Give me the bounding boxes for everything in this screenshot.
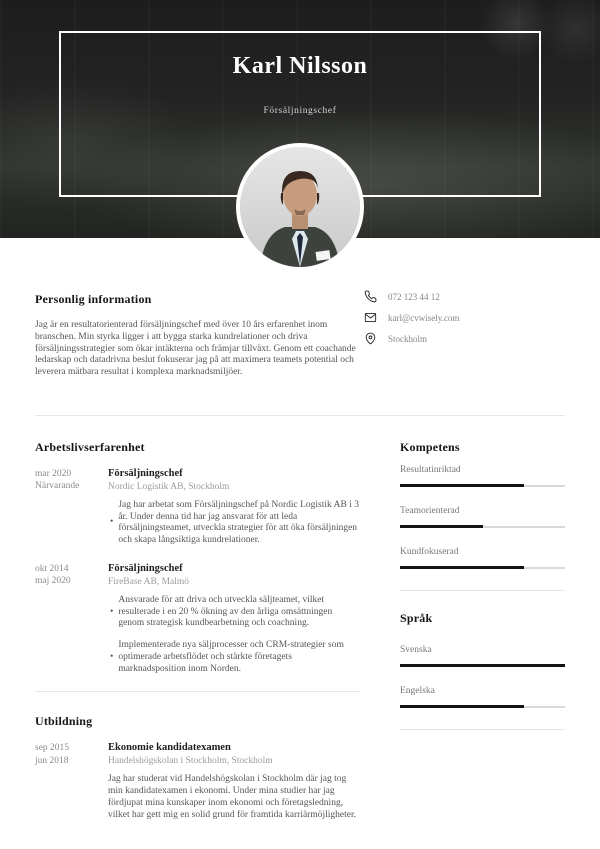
date-end: Närvarande xyxy=(35,481,80,492)
resume-body xyxy=(0,292,600,849)
education-dates xyxy=(35,742,108,821)
language-label: Engelska xyxy=(400,685,435,696)
experience-entry xyxy=(35,468,360,547)
experience-details xyxy=(108,563,360,676)
job-title: Försäljningschef xyxy=(263,106,337,116)
skill-label: Resultatinriktad xyxy=(400,464,461,475)
personal-info-heading: Personlig information xyxy=(35,292,152,306)
experience-company: Nordic Logistik AB, Stockholm xyxy=(108,481,230,492)
meter-fill xyxy=(400,705,524,708)
skill-label: Kundfokuserad xyxy=(400,546,459,557)
education-entry xyxy=(35,742,360,821)
skills-heading: Kompetens xyxy=(400,439,460,454)
two-column-body xyxy=(35,440,565,849)
skill-label: Teamorienterad xyxy=(400,505,460,516)
language-meter xyxy=(400,664,565,667)
experience-company: FireBase AB, Malmö xyxy=(108,576,190,587)
bullet-item xyxy=(110,500,360,547)
experience-bullets xyxy=(108,595,360,676)
header-banner xyxy=(0,0,600,238)
date-start: sep 2015 xyxy=(35,743,70,754)
section-divider xyxy=(400,590,565,591)
section-personal-info xyxy=(35,292,565,379)
experience-heading: Arbetslivserfarenhet xyxy=(35,439,145,454)
contact-email-value: karl@cvwisely.com xyxy=(388,312,460,323)
person-name: Karl Nilsson xyxy=(232,53,368,79)
meter-fill xyxy=(400,566,524,569)
personal-info-column xyxy=(35,292,360,379)
personal-summary: Jag är en resultatorienterad försäljningschef med över 10 års erfarenhet inom branschen. Min styrka ligger i att bygga starka kundrelationer och driva försäljningsstrategier som ökar intäkterna och främjar tillväxt. Genom ett coachande ledarskap och datadrivna beslut fokuserar jag på att maximera teamets potential och leverera mätbara resultat i komplexa marknadsmiljöer. xyxy=(35,320,356,378)
skill-meter xyxy=(400,484,565,487)
contact-phone-value: 072 123 44 12 xyxy=(388,291,440,302)
profile-photo xyxy=(236,143,364,271)
bullet-text: Implementerade nya säljprocesser och CRM-strategier som optimerade arbetsflödet och stärkte företagets marknadsposition inom Norden. xyxy=(118,640,344,674)
language-label: Svenska xyxy=(400,644,432,655)
left-column xyxy=(35,440,360,849)
section-divider xyxy=(35,691,360,692)
contact-email-row xyxy=(364,311,565,324)
section-divider xyxy=(400,729,565,730)
location-pin-icon xyxy=(364,332,377,345)
date-start: mar 2020 xyxy=(35,468,72,479)
experience-entry xyxy=(35,563,360,676)
bullet-marker: • xyxy=(110,517,114,528)
skill-meter xyxy=(400,525,565,528)
education-details xyxy=(108,742,360,821)
right-column xyxy=(400,440,565,730)
contact-location-row xyxy=(364,332,565,345)
meter-fill xyxy=(400,525,483,528)
skill-meter xyxy=(400,566,565,569)
bullet-item xyxy=(110,640,360,675)
mail-icon xyxy=(364,311,377,324)
experience-bullets xyxy=(108,500,360,547)
education-degree: Ekonomie kandidatexamen xyxy=(108,742,231,754)
experience-role: Försäljningschef xyxy=(108,467,183,479)
contact-location-value: Stockholm xyxy=(388,333,428,344)
meter-fill xyxy=(400,664,565,667)
language-meter xyxy=(400,705,565,708)
education-description: Jag har studerat vid Handelshögskolan i Stockholm där jag tog min kandidatexamen i ekonomi. Under mina studier har jag fördjupat mina kunskaper inom ekonomi och företagsledning, vilket har gett mig en solid grund för framtida karriärmöjligheter. xyxy=(108,774,356,820)
bullet-text: Ansvarade för att driva och utveckla säljteamet, vilket resulterade i en 20 % ökning av den årliga omsättningen genom strategisk kundbearbetning och coachning. xyxy=(118,594,333,629)
contact-phone-row xyxy=(364,290,565,303)
bullet-item xyxy=(110,595,360,630)
languages-heading: Språk xyxy=(400,610,433,625)
section-divider xyxy=(35,415,565,416)
bullet-marker: • xyxy=(110,606,114,617)
experience-role: Försäljningschef xyxy=(108,562,183,574)
contact-list xyxy=(364,290,565,379)
experience-dates xyxy=(35,468,108,547)
portrait-illustration xyxy=(240,147,360,267)
date-start: okt 2014 xyxy=(35,563,69,574)
experience-details xyxy=(108,468,360,547)
education-heading: Utbildning xyxy=(35,714,93,729)
experience-dates xyxy=(35,563,108,676)
meter-fill xyxy=(400,484,524,487)
bullet-text: Jag har arbetat som Försäljningschef på Nordic Logistik AB i 3 år. Under denna tid har jag ansvarat för att leda försäljningsteamet, utveckla strategier för att öka försäljningen och skapa långsiktiga kundrelationer. xyxy=(118,499,359,546)
education-school: Handelshögskolan i Stockholm, Stockholm xyxy=(108,756,273,767)
date-end: maj 2020 xyxy=(35,576,71,587)
phone-icon xyxy=(364,290,377,303)
date-end: jun 2018 xyxy=(35,755,69,766)
bullet-marker: • xyxy=(110,651,114,662)
